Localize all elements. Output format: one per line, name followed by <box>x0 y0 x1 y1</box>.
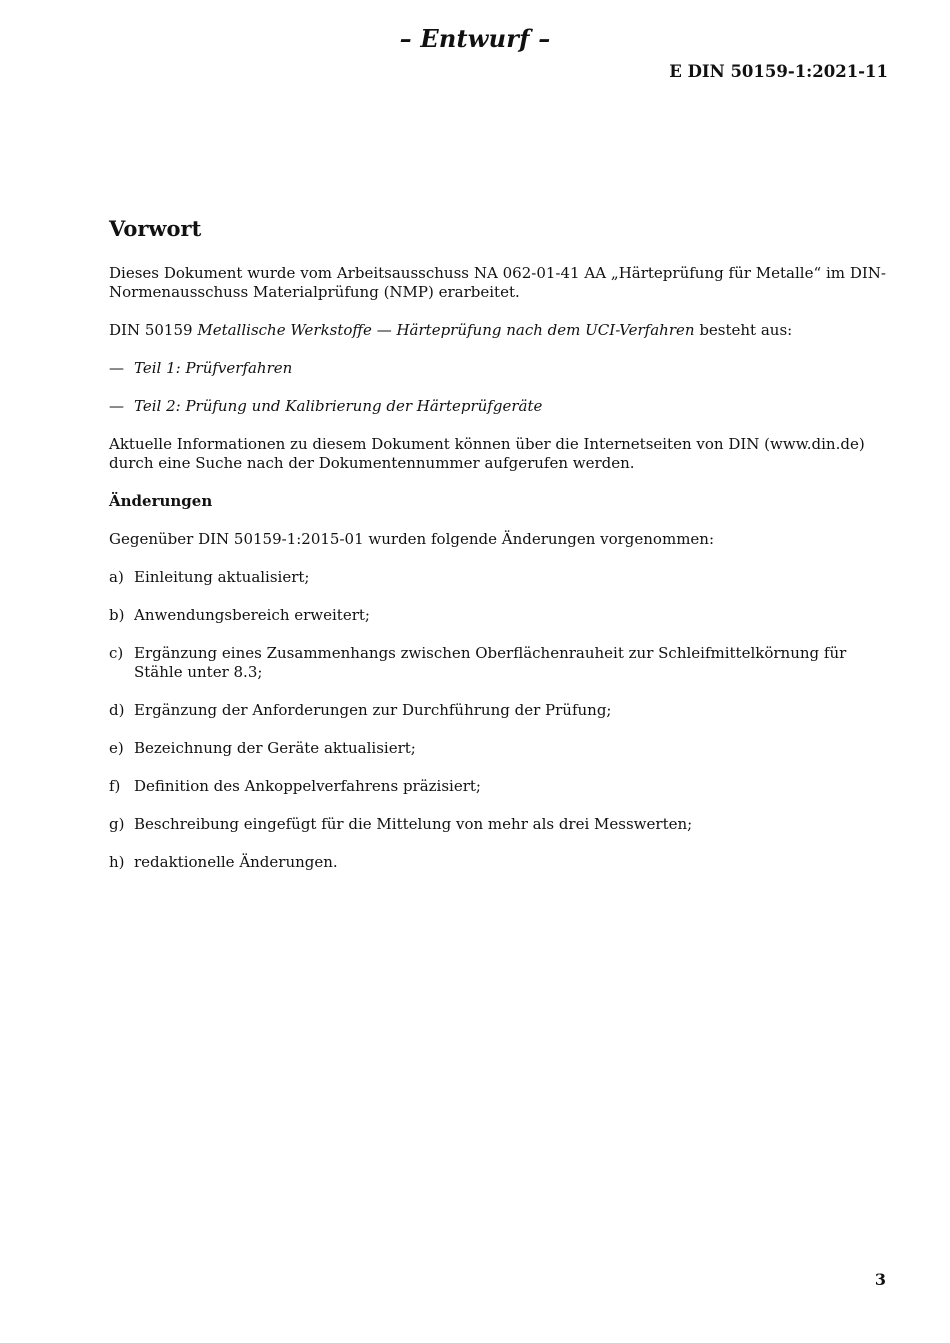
info-paragraph: Aktuelle Informationen zu diesem Dokument können über die Internetseiten von DIN (www.din.de) durch eine Suche nach der Dokumentennummer aufgerufen werden. <box>109 435 865 472</box>
item-text: Ergänzung eines Zusammenhangs zwischen Oberflächenrauheit zur Schleifmittelkörnung für Stähle unter 8.3; <box>134 644 847 681</box>
item-marker: f) <box>109 777 121 795</box>
change-item-b <box>109 606 886 625</box>
change-item-f <box>109 777 886 796</box>
item-text: Beschreibung eingefügt für die Mittelung von mehr als drei Messwerten; <box>134 815 693 833</box>
item-text: Bezeichnung der Geräte aktualisiert; <box>134 739 416 757</box>
changes-heading: Änderungen <box>109 492 213 510</box>
page-number: 3 <box>874 1270 886 1289</box>
part-text: Teil 1: Prüfverfahren <box>134 359 293 377</box>
item-text: redaktionelle Änderungen. <box>134 853 338 871</box>
item-marker: g) <box>109 815 125 833</box>
item-marker: b) <box>109 606 125 624</box>
list-item-part-2 <box>109 397 886 416</box>
document-identifier: E DIN 50159-1:2021-11 <box>669 62 888 81</box>
dash-marker: — <box>109 397 124 415</box>
item-text: Ergänzung der Anforderungen zur Durchführung der Prüfung; <box>134 701 612 719</box>
foreword-section <box>109 214 886 891</box>
list-item-part-1 <box>109 359 886 378</box>
change-item-a <box>109 568 886 587</box>
change-item-c <box>109 644 886 682</box>
series-paragraph <box>109 321 886 340</box>
series-prefix: DIN 50159 <box>109 321 198 339</box>
item-text: Definition des Ankoppelverfahrens präzisiert; <box>134 777 481 795</box>
changes-intro: Gegenüber DIN 50159-1:2015-01 wurden folgende Änderungen vorgenommen: <box>109 530 715 548</box>
item-marker: a) <box>109 568 124 586</box>
series-suffix: besteht aus: <box>694 321 793 339</box>
item-marker: c) <box>109 644 124 662</box>
intro-paragraph: Dieses Dokument wurde vom Arbeitsausschuss NA 062-01-41 AA „Härteprüfung für Metalle“ im DIN-Normenausschuss Materialprüfung (NMP) erarbeitet. <box>109 264 886 301</box>
item-text: Einleitung aktualisiert; <box>134 568 310 586</box>
change-item-e <box>109 739 886 758</box>
item-text: Anwendungsbereich erweitert; <box>134 606 370 624</box>
change-item-d <box>109 701 886 720</box>
draft-watermark-label: – Entwurf – <box>399 24 551 53</box>
item-marker: d) <box>109 701 125 719</box>
change-item-h <box>109 853 886 872</box>
dash-marker: — <box>109 359 124 377</box>
item-marker: h) <box>109 853 125 871</box>
change-item-g <box>109 815 886 834</box>
item-marker: e) <box>109 739 124 757</box>
section-heading: Vorwort <box>109 216 202 241</box>
series-title: Metallische Werkstoffe — Härteprüfung nach dem UCI-Verfahren <box>197 321 695 339</box>
part-text: Teil 2: Prüfung und Kalibrierung der Härteprüfgeräte <box>134 397 543 415</box>
